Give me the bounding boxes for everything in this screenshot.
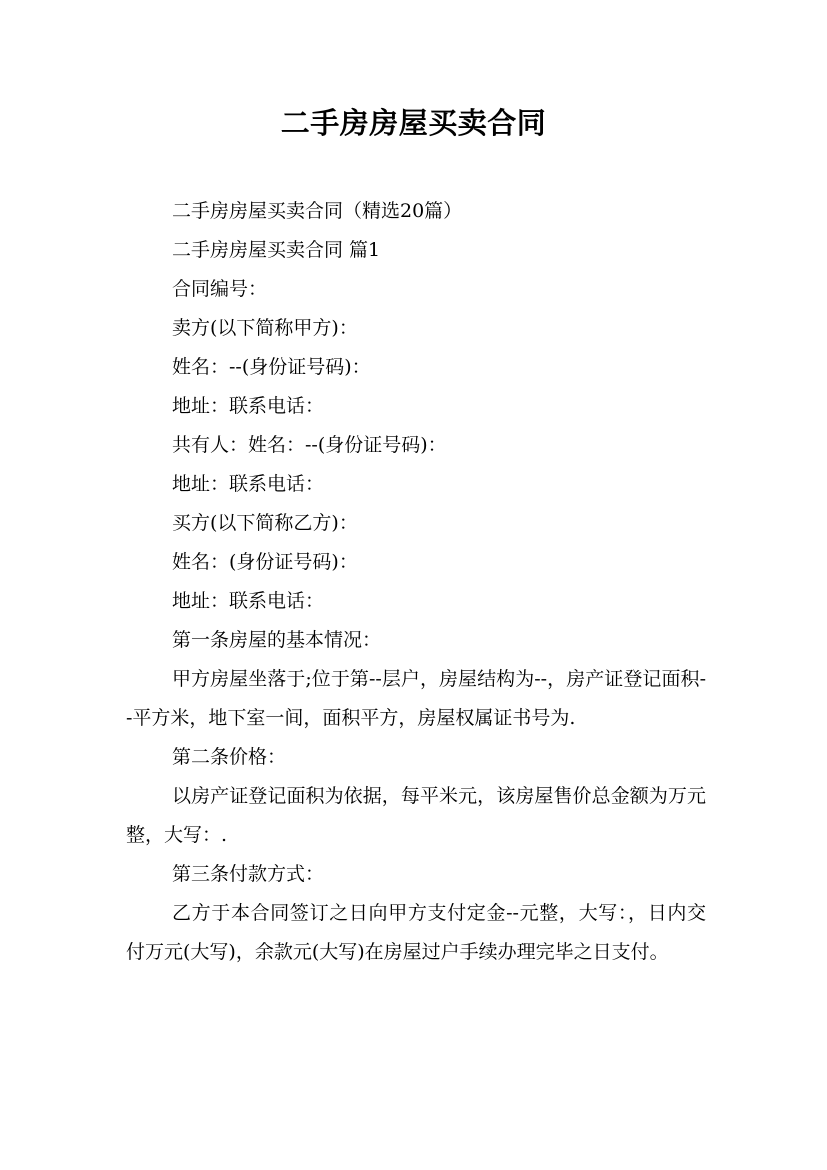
paragraph-article-2-body: 以房产证登记面积为依据，每平米元，该房屋售价总金额为万元整，大写：. bbox=[126, 785, 706, 846]
paragraph-article-2-heading: 第二条价格： bbox=[172, 746, 287, 768]
paragraph-article-3-heading: 第三条付款方式： bbox=[172, 863, 325, 885]
paragraph-seller-name: 姓名：--(身份证号码)： bbox=[172, 356, 371, 378]
paragraph-buyer-name: 姓名：(身份证号码)： bbox=[172, 551, 358, 573]
paragraph-contract-number: 合同编号： bbox=[172, 278, 268, 300]
paragraph-seller-address: 地址：联系电话： bbox=[172, 395, 325, 417]
paragraph-buyer-address: 地址：联系电话： bbox=[172, 590, 325, 612]
paragraph-co-owner-address: 地址：联系电话： bbox=[172, 473, 325, 495]
document-title: 二手房房屋买卖合同 bbox=[280, 106, 547, 140]
paragraph-subtitle: 二手房房屋买卖合同（精选20篇） bbox=[172, 200, 463, 222]
paragraph-buyer: 买方(以下简称乙方)： bbox=[172, 512, 358, 534]
document-body bbox=[126, 192, 706, 972]
paragraph-article-3-body: 乙方于本合同签订之日向甲方支付定金--元整，大写：，日内交付万元(大写)，余款元(大写)在房屋过户手续办理完毕之日支付。 bbox=[126, 902, 706, 963]
paragraph-section-heading: 二手房房屋买卖合同 篇1 bbox=[172, 239, 381, 261]
paragraph-article-1-body: 甲方房屋坐落于;位于第--层户，房屋结构为--，房产证登记面积--平方米，地下室一间，面积平方，房屋权属证书号为. bbox=[126, 668, 706, 729]
paragraph-co-owner-name: 共有人：姓名：--(身份证号码)： bbox=[172, 434, 447, 456]
paragraph-seller: 卖方(以下简称甲方)： bbox=[172, 317, 358, 339]
paragraph-article-1-heading: 第一条房屋的基本情况： bbox=[172, 629, 382, 651]
